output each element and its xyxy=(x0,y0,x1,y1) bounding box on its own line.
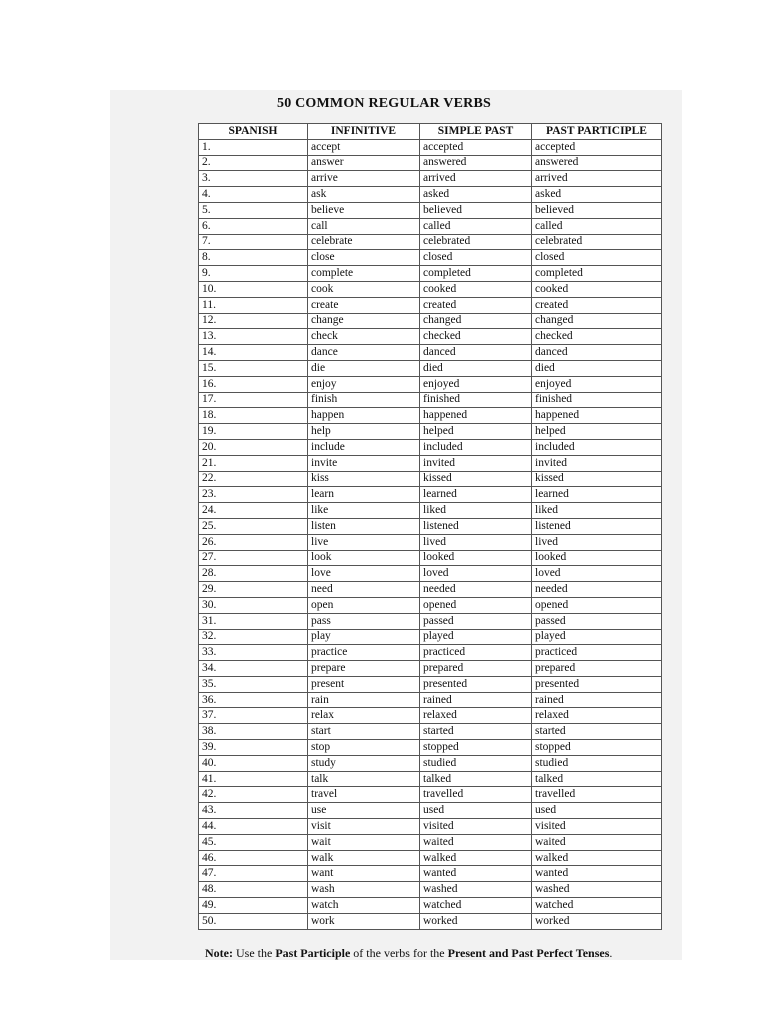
past-participle-cell: walked xyxy=(532,850,662,866)
simple-past-cell: started xyxy=(420,724,532,740)
note-label: Note: xyxy=(205,946,233,960)
infinitive-cell: die xyxy=(308,360,420,376)
row-number-cell: 4. xyxy=(199,187,308,203)
past-participle-cell: created xyxy=(532,297,662,313)
simple-past-cell: answered xyxy=(420,155,532,171)
past-participle-cell: enjoyed xyxy=(532,376,662,392)
row-number-cell: 16. xyxy=(199,376,308,392)
past-participle-cell: passed xyxy=(532,613,662,629)
past-participle-cell: used xyxy=(532,803,662,819)
simple-past-cell: accepted xyxy=(420,139,532,155)
table-row xyxy=(199,582,662,598)
infinitive-cell: rain xyxy=(308,692,420,708)
table-row xyxy=(199,329,662,345)
row-number-cell: 22. xyxy=(199,471,308,487)
row-number-cell: 26. xyxy=(199,534,308,550)
simple-past-cell: looked xyxy=(420,550,532,566)
past-participle-cell: talked xyxy=(532,771,662,787)
simple-past-cell: wanted xyxy=(420,866,532,882)
infinitive-cell: invite xyxy=(308,455,420,471)
table-body xyxy=(199,139,662,929)
infinitive-cell: dance xyxy=(308,345,420,361)
past-participle-cell: loved xyxy=(532,566,662,582)
simple-past-cell: waited xyxy=(420,834,532,850)
simple-past-cell: kissed xyxy=(420,471,532,487)
simple-past-cell: used xyxy=(420,803,532,819)
row-number-cell: 43. xyxy=(199,803,308,819)
footnote xyxy=(205,946,725,961)
past-participle-cell: opened xyxy=(532,597,662,613)
simple-past-cell: celebrated xyxy=(420,234,532,250)
row-number-cell: 6. xyxy=(199,218,308,234)
simple-past-cell: believed xyxy=(420,202,532,218)
row-number-cell: 36. xyxy=(199,692,308,708)
infinitive-cell: answer xyxy=(308,155,420,171)
simple-past-cell: happened xyxy=(420,408,532,424)
table-row xyxy=(199,424,662,440)
simple-past-cell: arrived xyxy=(420,171,532,187)
table-row xyxy=(199,708,662,724)
past-participle-cell: worked xyxy=(532,913,662,929)
row-number-cell: 31. xyxy=(199,613,308,629)
infinitive-cell: play xyxy=(308,629,420,645)
table-row xyxy=(199,171,662,187)
table-row xyxy=(199,408,662,424)
table-row xyxy=(199,613,662,629)
table-row xyxy=(199,487,662,503)
row-number-cell: 42. xyxy=(199,787,308,803)
row-number-cell: 35. xyxy=(199,676,308,692)
table-header-row xyxy=(199,124,662,140)
infinitive-cell: include xyxy=(308,439,420,455)
table-row xyxy=(199,787,662,803)
infinitive-cell: relax xyxy=(308,708,420,724)
row-number-cell: 15. xyxy=(199,360,308,376)
infinitive-cell: visit xyxy=(308,819,420,835)
table-row xyxy=(199,850,662,866)
infinitive-cell: call xyxy=(308,218,420,234)
simple-past-cell: visited xyxy=(420,819,532,835)
table-row xyxy=(199,202,662,218)
table-row xyxy=(199,234,662,250)
infinitive-cell: listen xyxy=(308,518,420,534)
table-row xyxy=(199,345,662,361)
row-number-cell: 5. xyxy=(199,202,308,218)
infinitive-cell: pass xyxy=(308,613,420,629)
infinitive-cell: wait xyxy=(308,834,420,850)
infinitive-cell: kiss xyxy=(308,471,420,487)
infinitive-cell: believe xyxy=(308,202,420,218)
table-row xyxy=(199,803,662,819)
past-participle-cell: believed xyxy=(532,202,662,218)
past-participle-cell: kissed xyxy=(532,471,662,487)
simple-past-cell: presented xyxy=(420,676,532,692)
row-number-cell: 20. xyxy=(199,439,308,455)
past-participle-cell: helped xyxy=(532,424,662,440)
table-row xyxy=(199,360,662,376)
infinitive-cell: walk xyxy=(308,850,420,866)
row-number-cell: 19. xyxy=(199,424,308,440)
simple-past-cell: stopped xyxy=(420,740,532,756)
infinitive-cell: practice xyxy=(308,645,420,661)
infinitive-cell: create xyxy=(308,297,420,313)
past-participle-cell: stopped xyxy=(532,740,662,756)
simple-past-cell: closed xyxy=(420,250,532,266)
simple-past-cell: listened xyxy=(420,518,532,534)
simple-past-cell: rained xyxy=(420,692,532,708)
past-participle-cell: visited xyxy=(532,819,662,835)
past-participle-cell: relaxed xyxy=(532,708,662,724)
table-row xyxy=(199,376,662,392)
note-text-3: . xyxy=(609,946,613,960)
past-participle-cell: rained xyxy=(532,692,662,708)
simple-past-cell: lived xyxy=(420,534,532,550)
row-number-cell: 24. xyxy=(199,503,308,519)
past-participle-cell: listened xyxy=(532,518,662,534)
infinitive-cell: love xyxy=(308,566,420,582)
infinitive-cell: prepare xyxy=(308,661,420,677)
past-participle-cell: washed xyxy=(532,882,662,898)
past-participle-cell: completed xyxy=(532,266,662,282)
row-number-cell: 32. xyxy=(199,629,308,645)
infinitive-cell: accept xyxy=(308,139,420,155)
row-number-cell: 8. xyxy=(199,250,308,266)
past-participle-cell: prepared xyxy=(532,661,662,677)
row-number-cell: 50. xyxy=(199,913,308,929)
row-number-cell: 18. xyxy=(199,408,308,424)
column-header-simple-past: SIMPLE PAST xyxy=(420,124,532,140)
past-participle-cell: changed xyxy=(532,313,662,329)
past-participle-cell: liked xyxy=(532,503,662,519)
table-row xyxy=(199,913,662,929)
row-number-cell: 25. xyxy=(199,518,308,534)
infinitive-cell: celebrate xyxy=(308,234,420,250)
table-row xyxy=(199,724,662,740)
table-row xyxy=(199,439,662,455)
simple-past-cell: talked xyxy=(420,771,532,787)
simple-past-cell: completed xyxy=(420,266,532,282)
simple-past-cell: asked xyxy=(420,187,532,203)
infinitive-cell: start xyxy=(308,724,420,740)
note-text-1: Use the xyxy=(232,946,276,960)
infinitive-cell: change xyxy=(308,313,420,329)
row-number-cell: 11. xyxy=(199,297,308,313)
past-participle-cell: happened xyxy=(532,408,662,424)
table-row xyxy=(199,676,662,692)
simple-past-cell: invited xyxy=(420,455,532,471)
page-title: 50 COMMON REGULAR VERBS xyxy=(277,96,491,111)
table-row xyxy=(199,534,662,550)
past-participle-cell: studied xyxy=(532,755,662,771)
past-participle-cell: accepted xyxy=(532,139,662,155)
past-participle-cell: wanted xyxy=(532,866,662,882)
simple-past-cell: included xyxy=(420,439,532,455)
row-number-cell: 13. xyxy=(199,329,308,345)
past-participle-cell: waited xyxy=(532,834,662,850)
row-number-cell: 3. xyxy=(199,171,308,187)
past-participle-cell: answered xyxy=(532,155,662,171)
simple-past-cell: called xyxy=(420,218,532,234)
simple-past-cell: passed xyxy=(420,613,532,629)
table-row xyxy=(199,566,662,582)
table-row xyxy=(199,898,662,914)
row-number-cell: 33. xyxy=(199,645,308,661)
table-row xyxy=(199,692,662,708)
simple-past-cell: checked xyxy=(420,329,532,345)
row-number-cell: 7. xyxy=(199,234,308,250)
row-number-cell: 12. xyxy=(199,313,308,329)
simple-past-cell: danced xyxy=(420,345,532,361)
row-number-cell: 40. xyxy=(199,755,308,771)
table-row xyxy=(199,550,662,566)
table-row xyxy=(199,771,662,787)
table-row xyxy=(199,882,662,898)
row-number-cell: 44. xyxy=(199,819,308,835)
row-number-cell: 2. xyxy=(199,155,308,171)
table-row xyxy=(199,471,662,487)
simple-past-cell: loved xyxy=(420,566,532,582)
row-number-cell: 14. xyxy=(199,345,308,361)
simple-past-cell: died xyxy=(420,360,532,376)
table-row xyxy=(199,313,662,329)
simple-past-cell: travelled xyxy=(420,787,532,803)
column-header-spanish: SPANISH xyxy=(199,124,308,140)
simple-past-cell: created xyxy=(420,297,532,313)
past-participle-cell: celebrated xyxy=(532,234,662,250)
row-number-cell: 17. xyxy=(199,392,308,408)
simple-past-cell: liked xyxy=(420,503,532,519)
infinitive-cell: travel xyxy=(308,787,420,803)
row-number-cell: 48. xyxy=(199,882,308,898)
simple-past-cell: watched xyxy=(420,898,532,914)
infinitive-cell: stop xyxy=(308,740,420,756)
infinitive-cell: like xyxy=(308,503,420,519)
simple-past-cell: worked xyxy=(420,913,532,929)
column-header-infinitive: INFINITIVE xyxy=(308,124,420,140)
infinitive-cell: check xyxy=(308,329,420,345)
past-participle-cell: watched xyxy=(532,898,662,914)
row-number-cell: 29. xyxy=(199,582,308,598)
table-row xyxy=(199,187,662,203)
row-number-cell: 38. xyxy=(199,724,308,740)
table-row xyxy=(199,139,662,155)
simple-past-cell: prepared xyxy=(420,661,532,677)
table-row xyxy=(199,661,662,677)
past-participle-cell: played xyxy=(532,629,662,645)
infinitive-cell: watch xyxy=(308,898,420,914)
table-row xyxy=(199,834,662,850)
table-row xyxy=(199,218,662,234)
infinitive-cell: want xyxy=(308,866,420,882)
past-participle-cell: invited xyxy=(532,455,662,471)
past-participle-cell: included xyxy=(532,439,662,455)
simple-past-cell: relaxed xyxy=(420,708,532,724)
table-row xyxy=(199,250,662,266)
simple-past-cell: practiced xyxy=(420,645,532,661)
simple-past-cell: cooked xyxy=(420,281,532,297)
simple-past-cell: played xyxy=(420,629,532,645)
past-participle-cell: travelled xyxy=(532,787,662,803)
simple-past-cell: finished xyxy=(420,392,532,408)
past-participle-cell: cooked xyxy=(532,281,662,297)
simple-past-cell: opened xyxy=(420,597,532,613)
infinitive-cell: open xyxy=(308,597,420,613)
row-number-cell: 41. xyxy=(199,771,308,787)
simple-past-cell: learned xyxy=(420,487,532,503)
table-row xyxy=(199,266,662,282)
simple-past-cell: changed xyxy=(420,313,532,329)
past-participle-cell: presented xyxy=(532,676,662,692)
infinitive-cell: need xyxy=(308,582,420,598)
past-participle-cell: practiced xyxy=(532,645,662,661)
table-row xyxy=(199,866,662,882)
past-participle-cell: learned xyxy=(532,487,662,503)
table-row xyxy=(199,819,662,835)
table-row xyxy=(199,155,662,171)
simple-past-cell: washed xyxy=(420,882,532,898)
past-participle-cell: asked xyxy=(532,187,662,203)
past-participle-cell: arrived xyxy=(532,171,662,187)
row-number-cell: 39. xyxy=(199,740,308,756)
row-number-cell: 47. xyxy=(199,866,308,882)
past-participle-cell: danced xyxy=(532,345,662,361)
past-participle-cell: closed xyxy=(532,250,662,266)
row-number-cell: 30. xyxy=(199,597,308,613)
table-row xyxy=(199,503,662,519)
table-row xyxy=(199,297,662,313)
infinitive-cell: happen xyxy=(308,408,420,424)
infinitive-cell: work xyxy=(308,913,420,929)
infinitive-cell: enjoy xyxy=(308,376,420,392)
past-participle-cell: died xyxy=(532,360,662,376)
table-row xyxy=(199,392,662,408)
simple-past-cell: walked xyxy=(420,850,532,866)
row-number-cell: 45. xyxy=(199,834,308,850)
row-number-cell: 21. xyxy=(199,455,308,471)
past-participle-cell: lived xyxy=(532,534,662,550)
table-row xyxy=(199,281,662,297)
table-row xyxy=(199,645,662,661)
table-row xyxy=(199,597,662,613)
past-participle-cell: looked xyxy=(532,550,662,566)
infinitive-cell: learn xyxy=(308,487,420,503)
infinitive-cell: study xyxy=(308,755,420,771)
table-row xyxy=(199,755,662,771)
infinitive-cell: help xyxy=(308,424,420,440)
note-bold-2: Present and Past Perfect Tenses xyxy=(447,946,610,960)
infinitive-cell: live xyxy=(308,534,420,550)
note-bold-1: Past Participle xyxy=(275,946,351,960)
past-participle-cell: called xyxy=(532,218,662,234)
row-number-cell: 34. xyxy=(199,661,308,677)
row-number-cell: 28. xyxy=(199,566,308,582)
row-number-cell: 37. xyxy=(199,708,308,724)
table-row xyxy=(199,455,662,471)
simple-past-cell: enjoyed xyxy=(420,376,532,392)
note-text-2: of the verbs for the xyxy=(350,946,448,960)
simple-past-cell: helped xyxy=(420,424,532,440)
past-participle-cell: needed xyxy=(532,582,662,598)
row-number-cell: 10. xyxy=(199,281,308,297)
infinitive-cell: finish xyxy=(308,392,420,408)
infinitive-cell: arrive xyxy=(308,171,420,187)
past-participle-cell: started xyxy=(532,724,662,740)
row-number-cell: 9. xyxy=(199,266,308,282)
past-participle-cell: checked xyxy=(532,329,662,345)
verb-table xyxy=(198,123,662,930)
table-row xyxy=(199,740,662,756)
infinitive-cell: talk xyxy=(308,771,420,787)
past-participle-cell: finished xyxy=(532,392,662,408)
simple-past-cell: needed xyxy=(420,582,532,598)
infinitive-cell: wash xyxy=(308,882,420,898)
row-number-cell: 27. xyxy=(199,550,308,566)
row-number-cell: 1. xyxy=(199,139,308,155)
infinitive-cell: present xyxy=(308,676,420,692)
infinitive-cell: cook xyxy=(308,281,420,297)
row-number-cell: 49. xyxy=(199,898,308,914)
infinitive-cell: close xyxy=(308,250,420,266)
infinitive-cell: ask xyxy=(308,187,420,203)
table-row xyxy=(199,518,662,534)
simple-past-cell: studied xyxy=(420,755,532,771)
row-number-cell: 46. xyxy=(199,850,308,866)
infinitive-cell: look xyxy=(308,550,420,566)
row-number-cell: 23. xyxy=(199,487,308,503)
infinitive-cell: complete xyxy=(308,266,420,282)
infinitive-cell: use xyxy=(308,803,420,819)
table-row xyxy=(199,629,662,645)
column-header-past-participle: PAST PARTICIPLE xyxy=(532,124,662,140)
